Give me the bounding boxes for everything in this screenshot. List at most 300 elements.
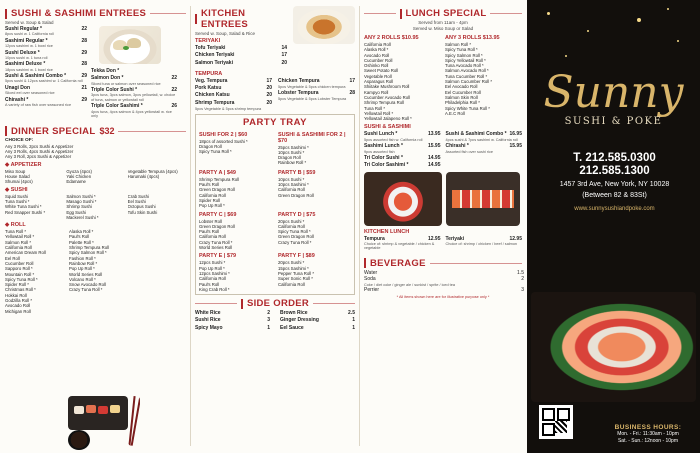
sushi-sashimi-lunch-head: SUSHI & SASHIMI [364, 124, 411, 131]
dinner-special-header [5, 126, 186, 137]
party-item: Pop Up Roll * [199, 203, 225, 209]
item-name: Veg. Tempura [195, 77, 228, 84]
menu-item-row [195, 45, 287, 51]
party-item: Spicy Tuna Roll * [278, 229, 311, 235]
address-line-2: (Between 82 & 83St) [582, 192, 647, 199]
menu-item [91, 87, 177, 102]
menu-item-row [278, 90, 355, 96]
sushi-item [5, 215, 63, 220]
roll-item: Pop Up Roll * [69, 266, 95, 272]
roll-item: Rainbow Roll * [69, 260, 98, 266]
item-description: 10pcs sushi w. 1 tuna roll [5, 55, 48, 60]
item-description: Assorted fish over sushi rice [445, 149, 493, 154]
menu-item [364, 131, 441, 142]
item-price: 20 [266, 99, 272, 106]
item-price: 28 [349, 89, 355, 96]
item-price: 1 [352, 317, 355, 324]
party-item: 10pcs Sashimi * [278, 182, 309, 188]
menu-item [5, 26, 87, 37]
menu-item-row [364, 143, 441, 149]
sushi-lunch-list-right [446, 131, 523, 169]
lunch-roll: Eel Avocado Roll [445, 84, 478, 90]
section-title: DINNER SPECIAL [11, 125, 96, 137]
lunch-roll-list-right [445, 42, 522, 121]
menu-item [446, 236, 523, 251]
sashimi-boat-photo [531, 292, 696, 402]
tray-item: Dragon Roll [278, 155, 301, 161]
kitchen-entrees-header [195, 8, 287, 30]
item-name: Sushi Lunch * [364, 131, 398, 138]
menu-item [280, 317, 355, 323]
kitchen-lunch-list [364, 236, 522, 252]
item-name: Teriyaki [445, 235, 465, 242]
dinner-options [5, 144, 186, 160]
sushi-item: Shrimp Sushi [66, 204, 92, 210]
lunch-roll: Yellowtail Roll * [364, 110, 394, 116]
sushi-item: Tofu Skin Sushi [127, 209, 158, 215]
item-description: 8pcs sushi w. 1 California roll [5, 32, 54, 37]
roll-item: Godzilla Roll * [5, 298, 32, 304]
menu-item [91, 68, 177, 74]
menu-item [5, 61, 87, 72]
section-title: LUNCH SPECIAL [405, 8, 487, 19]
item-price: 21 [81, 84, 87, 91]
item-name: Tempura [364, 235, 385, 242]
lunch-roll: Sweet Potato Roll [364, 68, 399, 74]
sushi-platter-photo [68, 396, 128, 430]
roll-item: World Series Roll [69, 271, 103, 277]
any-2-rolls: ANY 2 ROLLS $10.95 [364, 35, 419, 41]
menu-column-2 [191, 0, 359, 453]
party-item: 20pcs Sushi * [278, 218, 305, 224]
menu-item [280, 310, 355, 316]
item-name: Shrimp Tempura [195, 99, 235, 106]
menu-item-row [364, 162, 441, 168]
item-name: Sushi Rice [195, 317, 221, 324]
lunch-roll: Cucumber Avocado Roll [364, 94, 411, 100]
qr-code[interactable] [539, 405, 573, 439]
lunch-roll-list-left [364, 42, 441, 121]
party-item: 15pcs Sashimi * [278, 265, 309, 271]
party-item: 12pcs Sashimi * [199, 270, 230, 276]
party-item: Spider Roll [199, 197, 221, 203]
menu-item [364, 155, 441, 161]
item-description: 5pcs assorted fish w. California roll [364, 137, 423, 142]
sushi-lunch-list-left [364, 131, 441, 169]
party-b-list [278, 177, 351, 198]
item-name: Chirashi * [5, 96, 29, 103]
sushi-entrees-list [5, 26, 87, 120]
tempura-head: TEMPURA [195, 70, 223, 77]
tempura-list-left [195, 78, 272, 112]
section-subtitle: Served w. Soup, Salad & Rice [195, 31, 256, 36]
party-item: Pepper Tuna Roll * [278, 270, 315, 276]
item-name: Tekka Don * [91, 68, 120, 74]
lunch-roll: Tuna Cucumber Roll * [445, 73, 488, 79]
lunch-roll: Alaska Roll * [364, 47, 389, 53]
lunch-roll: Salmon Avocado Roll * [445, 68, 489, 74]
item-name: Salmon Teriyaki [195, 59, 233, 66]
website-link[interactable]: www.sunnysushiandpoke.com [574, 206, 655, 212]
item-price: 12.95 [509, 235, 522, 242]
menu-item [5, 73, 87, 84]
lunch-roll: Shrimp Tempura Roll [364, 100, 405, 106]
roll-item: Tuna Roll * [5, 229, 27, 235]
lunch-roll: Tuna Roll * [364, 105, 386, 111]
menu-item [278, 78, 355, 84]
item-name: Triple Color Sushi * [91, 87, 138, 94]
lunch-roll: Tuna Avocado Roll * [445, 63, 484, 69]
item-price: 22 [171, 87, 177, 94]
menu-item-row [195, 325, 270, 331]
appetizer-item: Edamame [66, 179, 86, 185]
item-price: 17 [349, 77, 355, 84]
roll-item: Snow Avocado Roll [69, 282, 106, 288]
party-d-head: PARTY D | $75 [278, 211, 316, 218]
roll-item: Cucumber Roll [5, 260, 34, 266]
menu-item [5, 38, 87, 49]
dinner-option: Any 3 Rolls, 4pcs Sushi & Appetizer [5, 149, 74, 155]
section-title: BEVERAGE [370, 257, 426, 269]
item-description: Choice of: shrimp & vegetable / chicken & vegetable [364, 241, 435, 251]
party-item: Paul's Roll [199, 182, 220, 188]
menu-item-row [278, 78, 355, 84]
menu-item [446, 131, 523, 142]
party-item: Green Dragon Roll [199, 187, 235, 193]
party-item: California Roll [199, 276, 226, 282]
roll-item: Alaska Roll * [69, 229, 94, 235]
sushi-item: Squid Sushi [5, 193, 28, 199]
item-price: 14.95 [427, 155, 441, 162]
party-e-head: PARTY E | $79 [199, 253, 237, 260]
tempura-list-right [278, 78, 355, 112]
roll-item: Christmas Roll * [5, 287, 36, 293]
menu-item [195, 325, 270, 331]
item-description: 9pcs assorted fish [364, 149, 395, 154]
lunch-roll: Salmon Cucumber Roll * [445, 79, 493, 85]
teriyaki-photo [293, 6, 355, 44]
menu-item [195, 45, 287, 51]
menu-item-row [195, 317, 270, 323]
party-item: California Roll [278, 281, 305, 287]
item-name: Sushi Regular * [5, 26, 42, 32]
lunch-roll: Oshinko Roll [364, 63, 389, 69]
lunch-roll: Salmon Roll * [445, 42, 472, 47]
menu-item [195, 92, 272, 98]
item-price: 14.95 [427, 162, 441, 169]
party-item: Crazy Tuna Roll * [199, 239, 233, 245]
menu-item [5, 85, 87, 96]
don-entrees-list [91, 68, 177, 119]
roll-item: California Roll [5, 245, 32, 251]
party-item: Paul's Roll [199, 229, 220, 235]
menu-item-row [280, 310, 355, 316]
party-item: Green Dragon Roll [278, 192, 314, 198]
lunch-roll: Yellowtail Jalapeno Roll * [364, 116, 412, 122]
illustration-note: * All items shown here are for illustrative purpose only * [396, 295, 490, 300]
item-name: Brown Rice [280, 310, 308, 317]
item-name: Salmon Don * [91, 75, 124, 82]
item-price: 1 [267, 324, 270, 331]
roll-item: Spider Roll * [5, 282, 29, 288]
beverage-header [364, 258, 522, 269]
menu-item [5, 50, 87, 61]
tray-sushi-list [199, 139, 272, 155]
item-price: 1 [352, 324, 355, 331]
item-price: 14 [281, 45, 287, 51]
lunch-roll: Avocado Roll [364, 52, 390, 58]
menu-item [195, 52, 287, 58]
item-description: A variety of raw fish over seasoned rice [5, 103, 72, 108]
party-a-list [199, 177, 272, 209]
tray-item: Spicy Tuna Roll * [199, 149, 232, 155]
sushi-item: Octopus Sushi [127, 204, 156, 210]
sushi-sashimi-entrees-header [5, 8, 186, 19]
menu-item [195, 60, 287, 66]
party-item: Green Dragon Roll [199, 223, 235, 229]
roll-item: Shrimp Tempura Roll [69, 245, 110, 251]
roll-item: American Dream Roll [5, 250, 46, 256]
brand-logo [527, 67, 700, 127]
lunch-roll: Spicy Yellowtail Roll * [445, 57, 486, 63]
roll-item: Michigan Roll [5, 308, 31, 314]
lunch-roll: A.E.C Roll [445, 110, 465, 116]
party-item: Shrimp Tempura Roll [199, 176, 240, 182]
item-price: 3 [267, 317, 270, 324]
item-price: 15.95 [509, 143, 522, 150]
dinner-option: Any 3 Rolls, 2pcs Sushi & Appetizer [5, 143, 74, 149]
appetizer-item: House Salad [5, 174, 30, 180]
sushi-item: White Tuna Sushi * [5, 204, 42, 210]
appetizer-list [5, 169, 186, 185]
menu-item [195, 317, 270, 323]
roll-item: Palette Roll * [69, 239, 94, 245]
party-item: Pop Up Roll * [199, 265, 225, 271]
item-name: Eel Sauce [280, 324, 304, 331]
menu-item [195, 78, 272, 84]
item-description: 4pcs tuna, 4pcs salmon & 4pcs yellowtail w. rice only [91, 109, 172, 119]
tray-item: 18pcs of assorted Sushi * [199, 138, 248, 144]
menu-item-row [195, 310, 270, 316]
section-subtitle: Served w. Soup & Salad [5, 20, 54, 25]
item-name: Chicken Katsu [195, 92, 230, 99]
item-name: Tri Color Sushi * [364, 155, 403, 162]
any-3-rolls: ANY 3 ROLLS $13.95 [445, 35, 500, 41]
party-d-list [278, 219, 351, 245]
party-f-head: PARTY F | $89 [278, 253, 315, 260]
item-price: 20 [266, 85, 272, 92]
hours-weekend: Sat. - Sun.: 12noon - 10pm [617, 438, 679, 444]
menu-item [280, 325, 355, 331]
soda-options: Coke / diet coke / ginger ale / sunkist / sprite / iced tea [364, 282, 455, 287]
item-name: Sushi & Sashimi Combo * [445, 131, 507, 138]
item-name: Sushi & Sashimi Combo * [5, 73, 67, 80]
item-price: 2 [267, 310, 270, 317]
item-price: 13.95 [427, 131, 441, 138]
sushi-list [5, 194, 186, 220]
chopsticks-illustration [128, 396, 140, 446]
roll-item: Mountain Roll * [5, 271, 35, 277]
dinner-option: Any 3 Roll, 2pcs Sushi & Appetizer [5, 154, 72, 160]
item-name: Tri Color Sashimi * [364, 162, 409, 169]
menu-item-row [195, 85, 272, 91]
item-price: 29 [81, 49, 87, 56]
menu-column-1 [0, 0, 190, 453]
phone-1: T. 212.585.0300 [573, 152, 656, 164]
party-item: Lobster Roll [199, 218, 222, 224]
party-item: King Crab Roll * [199, 286, 230, 292]
party-tray-title: PARTY TRAY [243, 116, 307, 128]
roll-item: Hokkai Roll [5, 292, 27, 298]
party-item: California Roll [199, 192, 226, 198]
hours-weekday: Mon. - Fri.: 11:30am - 10pm [617, 431, 679, 437]
teriyaki-head: TERIYAKI [195, 38, 221, 44]
sushi-board-photo [446, 172, 520, 226]
tray-item: Rainbow Roll * [278, 160, 307, 166]
item-price: 15.95 [427, 143, 441, 150]
item-price: 20 [281, 59, 287, 66]
party-item: 20pcs Sushi * [278, 260, 305, 266]
tray-item: 25pcs Sashimi * [278, 144, 309, 150]
roll-item: Avocado Roll [5, 303, 31, 309]
item-price: 17 [266, 77, 272, 84]
sushi-item: Egg Sushi [66, 209, 86, 215]
item-description: Choice of: shrimp / chicken / beef / salmon [445, 241, 518, 246]
menu-item-row [280, 325, 355, 331]
roll-item: Crazy Tuna Roll * [69, 287, 103, 293]
lunch-roll: Spicy White Tuna Roll * [445, 105, 490, 111]
item-name: Ginger Dressing [280, 317, 319, 324]
party-item: Crazy Tuna Roll * [278, 239, 312, 245]
item-name: Sashimi Lunch * [364, 143, 403, 150]
kitchen-lunch-head: KITCHEN LUNCH [364, 228, 410, 235]
side-order-list [195, 310, 355, 332]
item-description: 5pcs sushi & 12pcs sashimi w. 1 California roll [5, 79, 83, 84]
item-description: 12pcs sashimi w. 1 bowl rice [5, 44, 53, 49]
lunch-roll: Vegetable Roll [364, 73, 392, 79]
teriyaki-list-left [195, 45, 287, 66]
item-price: 22 [171, 75, 177, 82]
sushi-item [128, 215, 186, 220]
party-item: California Roll [199, 234, 226, 240]
lunch-roll: Salmon Skin Roll [445, 94, 478, 100]
item-price: 29 [81, 96, 87, 103]
menu-item-row [364, 155, 441, 161]
sushi-item: Salmon Sushi * [66, 193, 96, 199]
item-description: 18pcs sashimi w. 1 bowl rice [5, 67, 53, 72]
menu-item-row [195, 100, 272, 106]
section-title: SUSHI & SASHIMI ENTREES [11, 8, 147, 19]
item-name: Sushi Deluxe * [5, 49, 40, 56]
menu-item-row [195, 52, 287, 58]
lunch-roll: Asparagus Roll [364, 79, 394, 85]
item-description: Sliced tuna or salmon over seasoned rice [91, 81, 161, 86]
sashimi-plate-photo [364, 172, 442, 226]
appetizer-item: Vegetable Tempura (4pcs) [127, 168, 178, 174]
party-item: Green Dragon Roll [278, 234, 314, 240]
menu-column-3 [360, 0, 526, 453]
dinner-choice: CHOICE OF: [5, 137, 34, 143]
lunch-roll: Eel Cucumber Roll [445, 89, 481, 95]
menu-item [5, 97, 87, 108]
address-line-1: 1457 3rd Ave, New York, NY 10028 [559, 181, 670, 188]
appetizer-item: Harumaki (4pcs) [127, 174, 160, 180]
party-item: Super Sonic Roll * [278, 276, 313, 282]
party-e-list [199, 260, 272, 292]
item-price: 26 [171, 103, 177, 110]
item-name: Chicken Tempura [278, 77, 320, 84]
menu-item-row [195, 60, 287, 66]
menu-item-row [91, 68, 177, 74]
item-price: 20 [266, 92, 272, 99]
tempura-description: 5pcs Vegetable & 5pcs shrimp tempura [195, 107, 262, 112]
item-price: 12.95 [427, 235, 441, 242]
phone-2: 212.585.1300 [579, 165, 650, 177]
menu-item [195, 310, 270, 316]
tray-item: 10pcs Sushi * [278, 149, 305, 155]
hours-title: BUSINESS HOURS: [614, 424, 682, 431]
menu-item-row [195, 92, 272, 98]
tempura-description: 5pcs Vegetable & 5pcs chicken tempura [278, 85, 346, 90]
dinner-price: $32 [99, 126, 115, 137]
item-name: Chicken Teriyaki [195, 52, 235, 59]
appetizer-item: Gyoza (4pcs) [66, 168, 92, 174]
item-price: 17 [281, 52, 287, 59]
menu-item-row [446, 131, 523, 137]
party-f-list [278, 260, 351, 286]
party-item: 10pcs Sushi * [278, 176, 305, 182]
item-price: 2.5 [348, 310, 355, 317]
beverage-row: Perrier 3 [364, 287, 524, 294]
party-item: California Roll [278, 187, 305, 193]
item-name: White Rice [195, 310, 221, 317]
item-name: Triple Color Sashimi * [91, 103, 143, 110]
party-item: Paul's Roll [199, 281, 220, 287]
party-item: World Series Roll [199, 245, 233, 251]
menu-item [91, 103, 177, 118]
section-title: KITCHEN ENTREES [201, 8, 248, 30]
party-a-head: PARTY A | $49 [199, 169, 236, 176]
appetizer-item: Shumai (4pcs) [5, 179, 33, 185]
party-b-head: PARTY B | $59 [278, 169, 316, 176]
sushi-item: Eel Sushi [127, 198, 146, 204]
sushi-item: Mackerel Sushi * [66, 214, 99, 220]
item-description: Sliced eel over seasoned rice [5, 91, 55, 96]
item-price: 28 [81, 37, 87, 44]
roll-item: Yellowtail Roll * [5, 234, 35, 240]
lunch-served-with: Served w. Miso Soup or Salad [412, 26, 474, 31]
lunch-roll: California Roll [364, 42, 391, 47]
dumpling-photo [99, 26, 161, 64]
roll-item: Volcano Roll * [69, 276, 96, 282]
appetizer-item: Miso Soup [5, 168, 26, 174]
party-c-list [199, 219, 272, 251]
item-price: 29 [81, 73, 87, 80]
menu-item [364, 162, 441, 168]
lunch-hours: Served from 11am - 4pm [418, 20, 468, 25]
sushi-item: Tuna Sushi * [5, 198, 30, 204]
roll-head: ◆ ROLL [5, 222, 26, 229]
beverage-row: Soda 2 [364, 276, 524, 283]
item-name: Sashimi Regular * [5, 37, 48, 44]
party-item: California Roll [278, 223, 305, 229]
sushi-item: Crab Sushi [127, 193, 149, 199]
lunch-roll: Philadelphia Roll * [445, 100, 480, 106]
beverage-row: Water 1.5 [364, 269, 524, 276]
side-order-header [195, 298, 355, 309]
roll-item: Spicy Salmon Roll * [69, 250, 107, 256]
lunch-roll: Spicy Tuna Roll * [445, 47, 478, 53]
